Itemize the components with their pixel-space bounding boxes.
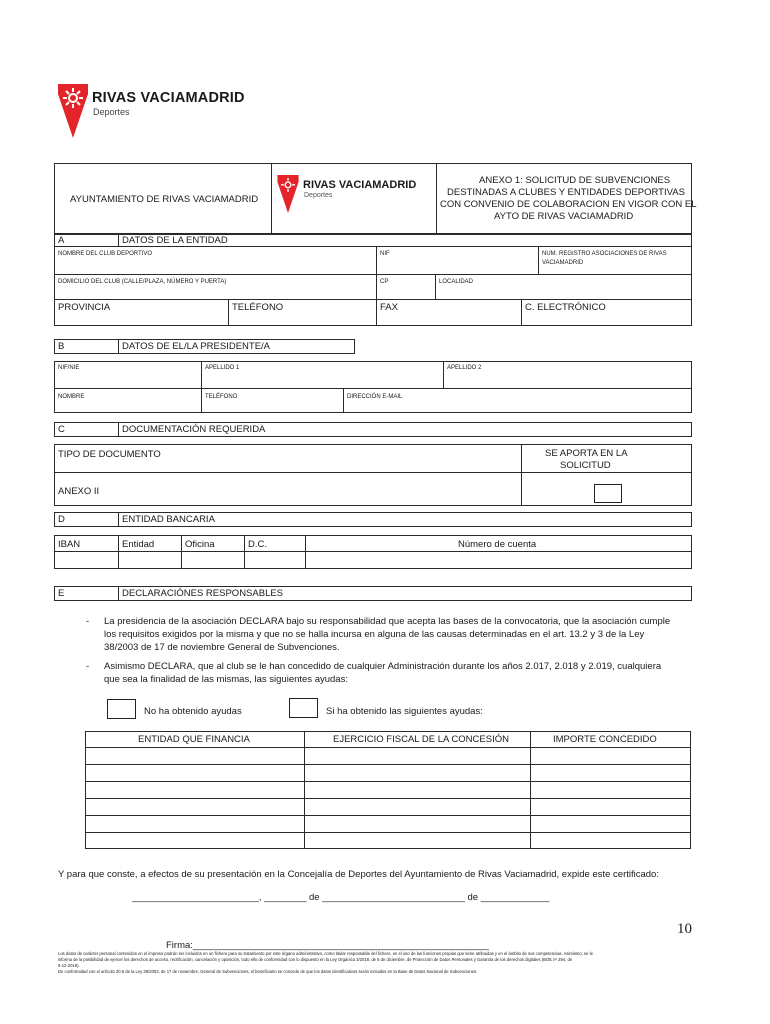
- field-pres-apellido2[interactable]: APELLIDO 2: [447, 365, 482, 371]
- footer-line-1: Los datos de carácter personal contenidos en el impreso podrán ser incluidos en un fichero para su tratamiento por este órgano administrativo, como titular responsable del fichero, en el uso de las funciones propias que tiene atribuidas y en el ámbito de sus competencias. Asimismo, se le: [58, 951, 593, 956]
- field-localidad[interactable]: LOCALIDAD: [439, 279, 474, 285]
- footer-line-2: informa de la posibilidad de ejercer los derechos de acceso, rectificación, cancelación y oposición, todo ello de conformidad con lo dispuesto en la Ley Orgánica 3/2018, de 5 de diciembre, de Protección de Datos Personales y Garantía de los derechos digitales (BOE nº 294, de: [58, 957, 573, 962]
- field-provincia[interactable]: PROVINCIA: [58, 302, 111, 313]
- ayudas-col-importe: IMPORTE CONCEDIDO: [553, 734, 657, 745]
- header-right-line-3: CON CONVENIO DE COLABORACION EN VIGOR CON EL: [440, 199, 697, 210]
- field-pres-nif[interactable]: NIF/NIE: [58, 365, 80, 371]
- no-ayudas-label: No ha obtenido ayudas: [144, 706, 242, 717]
- aporta-header-2: SOLICITUD: [560, 460, 611, 471]
- footer-line-3: 6-12-2018).: [58, 963, 80, 968]
- field-num-registro-2: VACIAMADRID: [542, 260, 584, 266]
- section-b-fields: [54, 361, 692, 413]
- bank-entidad: Entidad: [122, 539, 155, 550]
- section-d-title: ENTIDAD BANCARIA: [122, 514, 215, 525]
- declaration-1-line-3: 38/2003 de 17 de noviembre General de Subvenciones.: [104, 642, 340, 653]
- header-right-line-1: ANEXO 1: SOLICITUD DE SUBVENCIONES: [479, 175, 671, 186]
- declaration-1-line-2: los requisitos exigidos por la misma y que no se halla incursa en alguna de las causas determinadas en el art. 13.2 y 3 de la Ley: [104, 629, 645, 640]
- anexo-checkbox[interactable]: [594, 484, 622, 503]
- declaration-1-line-1: La presidencia de la asociación DECLARA bajo su responsabilidad que acepta las bases de la convocatoria, que la asociación cumple: [104, 616, 671, 627]
- bank-cuenta: Número de cuenta: [458, 539, 537, 550]
- header-logo-title: RIVAS VACIAMADRID: [303, 179, 417, 191]
- field-pres-nombre[interactable]: NOMBRE: [58, 394, 85, 400]
- field-cp[interactable]: CP: [380, 279, 389, 285]
- declaration-2-line-2: que sea la finalidad de las mismas, las siguientes ayudas:: [104, 674, 348, 685]
- bank-iban: IBAN: [58, 539, 81, 550]
- logo-subtitle: Deportes: [93, 107, 130, 117]
- no-ayudas-checkbox[interactable]: [107, 699, 136, 719]
- ayudas-col-entidad: ENTIDAD QUE FINANCIA: [138, 734, 250, 745]
- section-a-fields: [54, 246, 692, 326]
- section-c-title: DOCUMENTACIÓN REQUERIDA: [122, 424, 266, 435]
- rivas-header-logo-icon: [277, 175, 299, 213]
- field-pres-apellido1[interactable]: APELLIDO 1: [205, 365, 240, 371]
- bank-oficina: Oficina: [185, 539, 215, 550]
- field-email[interactable]: C. ELECTRÓNICO: [525, 302, 606, 313]
- declaration-2-line-1: Asimismo DECLARA, que al club se le han concedido de cualquier Administración durante los años 2.017, 2.018 y 2.019, cualquiera: [104, 661, 662, 672]
- field-pres-telefono[interactable]: TELÉFONO: [205, 394, 238, 400]
- closing-text: Y para que conste, a efectos de su presentación en la Concejalía de Deportes del Ayuntamiento de Rivas Vaciamadrid, expide este certificado:: [58, 869, 659, 880]
- logo-title: RIVAS VACIAMADRID: [92, 90, 245, 106]
- section-b-title: DATOS DE EL/LA PRESIDENTE/A: [122, 341, 271, 352]
- date-line[interactable]: ________________________, ________ de ___________________________ de _____________: [132, 892, 550, 903]
- doc-anexo-ii: ANEXO II: [58, 486, 100, 497]
- page-number: 10: [677, 921, 692, 937]
- aporta-header-1: SE APORTA EN LA: [545, 448, 628, 459]
- section-d-letter: D: [58, 514, 65, 525]
- section-a-letter: A: [58, 235, 65, 246]
- rivas-logo-icon: [58, 84, 88, 138]
- header-right-line-4: AYTO DE RIVAS VACIAMADRID: [494, 211, 634, 222]
- field-num-registro-1[interactable]: NUM. REGISTRO ASOCIACIONES DE RIVAS: [542, 251, 667, 257]
- section-e-title: DECLARACIÓNES RESPONSABLES: [122, 588, 284, 599]
- field-domicilio[interactable]: DOMICILIO DEL CLUB (CALLE/PLAZA, NÚMERO Y PUERTA): [58, 279, 227, 285]
- section-a-title: DATOS DE LA ENTIDAD: [122, 235, 228, 246]
- doc-type-header: TIPO DE DOCUMENTO: [58, 449, 161, 460]
- section-b-letter: B: [58, 341, 65, 352]
- header-right-line-2: DESTINADAS A CLUBES Y ENTIDADES DEPORTIVAS: [447, 187, 685, 198]
- header-logo-subtitle: Deportes: [304, 192, 333, 199]
- field-pres-email[interactable]: DIRECCIÓN E-MAIL: [347, 394, 403, 400]
- firma-line[interactable]: Firma:________________________________________________________: [166, 940, 489, 951]
- section-c-letter: C: [58, 424, 65, 435]
- bullet-dash-1: -: [86, 616, 90, 627]
- field-nif[interactable]: NIF: [380, 251, 390, 257]
- bullet-dash-2: -: [86, 661, 90, 672]
- header-left: AYUNTAMIENTO DE RIVAS VACIAMADRID: [70, 194, 259, 205]
- field-nombre-club[interactable]: NOMBRE DEL CLUB DEPORTIVO: [58, 251, 153, 257]
- field-fax[interactable]: FAX: [380, 302, 398, 313]
- si-ayudas-label: Si ha obtenido las siguientes ayudas:: [326, 706, 483, 717]
- ayudas-col-ejercicio: EJERCICIO FISCAL DE LA CONCESIÓN: [333, 734, 509, 745]
- si-ayudas-checkbox[interactable]: [289, 698, 318, 718]
- bank-dc: D.C.: [248, 539, 267, 550]
- footer-line-4: De conformidad con el artículo 20.8 de la Ley 38/2003, de 17 de noviembre, General de Subvenciones, el beneficiario se concede de que los datos identificativos serán incluidos en la Base de Datos Nacional de Subvenciones.: [58, 969, 478, 974]
- section-e-letter: E: [58, 588, 65, 599]
- field-telefono[interactable]: TELÉFONO: [232, 302, 284, 313]
